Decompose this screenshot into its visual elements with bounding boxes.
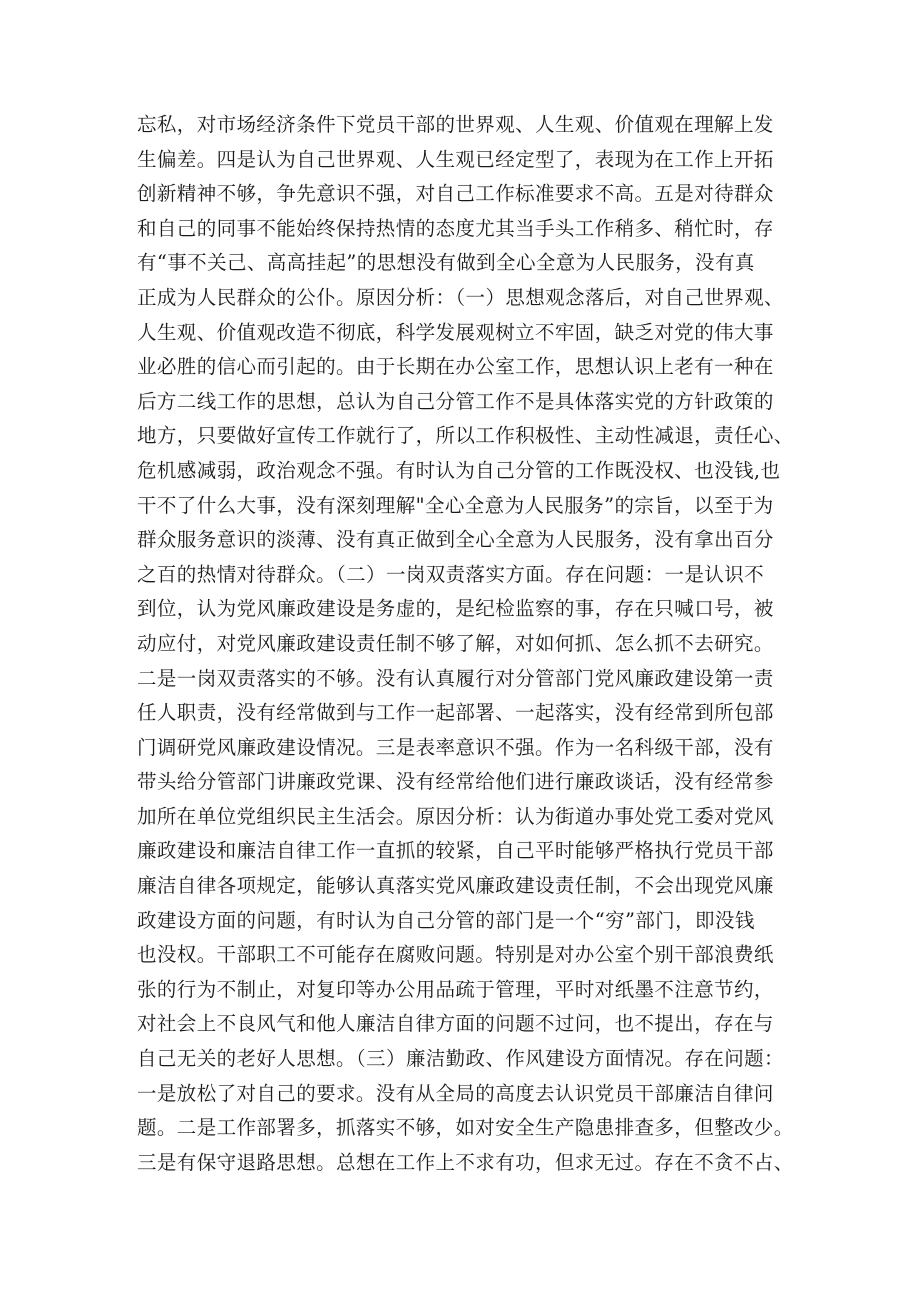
text-line: 忘私，对市场经济条件下党员干部的世界观、人生观、价值观在理解上发 [137, 113, 774, 136]
text-line: 对社会上不良风气和他人廉洁自律方面的问题不过问，也不提出，存在与 [137, 1012, 774, 1036]
text-line: 危机感减弱，政治观念不强。有时认为自己分管的工作既没权、也没钱,也 [137, 458, 781, 482]
text-line: 一是放松了对自己的要求。没有从全局的高度去认识党员干部廉洁自律问 [137, 1081, 774, 1105]
text-line: 加所在单位党组织民主生活会。原因分析：认为街道办事处党工委对党风 [137, 804, 774, 828]
text-line: 创新精神不够，争先意识不强，对自己工作标准要求不高。五是对待群众 [137, 182, 774, 206]
text-line: 廉洁自律各项规定，能够认真落实党风廉政建设责任制，不会出现党风廉 [137, 874, 774, 898]
text-line: 之百的热情对待群众。（二）一岗双责落实方面。存在问题：一是认识不 [137, 562, 765, 586]
text-line: 干不了什么大事，没有深刻理解"全心全意为人民服务”的宗旨，以至于为 [137, 493, 774, 517]
text-line: 题。二是工作部署多，抓落实不够，如对安全生产隐患排查多，但整改少。 [137, 1116, 794, 1140]
text-line: 门调研党风廉政建设情况。三是表率意识不强。作为一名科级干部，没有 [137, 735, 774, 759]
text-line: 带头给分管部门讲廉政党课、没有经常给他们进行廉政谈话，没有经常参 [137, 770, 774, 794]
text-line: 二是一岗双责落实的不够。没有认真履行对分管部门党风廉政建设第一责 [137, 666, 774, 690]
text-line: 人生观、价值观改造不彻底，科学发展观树立不牢固，缺乏对党的伟大事 [137, 320, 774, 344]
text-line: 和自己的同事不能始终保持热情的态度尤其当手头工作稍多、稍忙时，存 [137, 216, 774, 240]
text-line: 政建设方面的问题，有时认为自己分管的部门是一个“穷”部门，即没钱 [137, 908, 755, 932]
text-line: 廉政建设和廉洁自律工作一直抓的较紧，自己平时能够严格执行党员干部 [137, 839, 774, 863]
text-line: 任人职责，没有经常做到与工作一起部署、一起落实，没有经常到所包部 [137, 701, 774, 725]
text-line: 有“事不关己、高高挂起”的思想没有做到全心全意为人民服务，没有真 [137, 251, 755, 275]
text-line: 张的行为不制止，对复印等办公用品疏于管理，平时对纸墨不注意节约， [137, 977, 774, 1001]
text-line: 地方，只要做好宣传工作就行了，所以工作积极性、主动性减退，责任心、 [137, 424, 794, 448]
text-line: 正成为人民群众的公仆。原因分析：（一）思想观念落后，对自己世界观、 [137, 285, 784, 309]
text-line: 到位，认为党风廉政建设是务虚的，是纪检监察的事，存在只喊口号，被 [137, 597, 774, 621]
text-line: 三是有保守退路思想。总想在工作上不求有功，但求无过。存在不贪不占、 [137, 1150, 794, 1174]
text-line: 也没权。干部职工不可能存在腐败问题。特别是对办公室个别干部浪费纸 [137, 943, 774, 967]
text-line: 群众服务意识的淡薄、没有真正做到全心全意为人民服务，没有拿出百分 [137, 528, 774, 552]
text-line: 业必胜的信心而引起的。由于长期在办公室工作，思想认识上老有一种在 [137, 355, 774, 379]
text-line: 动应付，对党风廉政建设责任制不够了解，对如何抓、怎么抓不去研究。 [137, 631, 774, 655]
text-line: 自己无关的老好人思想。（三）廉洁勤政、作风建设方面情况。存在问题： [137, 1047, 784, 1071]
text-line: 后方二线工作的思想，总认为自己分管工作不是具体落实党的方针政策的 [137, 389, 774, 413]
body-text [137, 108, 797, 1180]
text-line: 生偏差。四是认为自己世界观、人生观已经定型了，表现为在工作上开拓 [137, 147, 774, 171]
